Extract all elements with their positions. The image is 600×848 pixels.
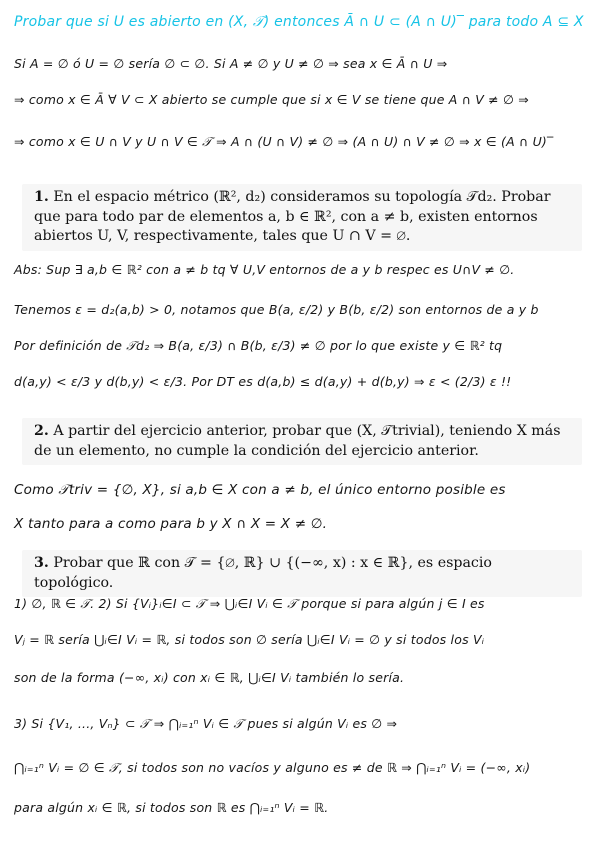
exercise-3-statement-box (22, 550, 582, 597)
exercise-1-proof-line-1: Abs: Sup ∃ a,b ∈ ℝ² con a ≠ b tq ∀ U,V entornos de a y b respec es U∩V ≠ ∅. (14, 262, 515, 277)
exercise-1-statement-box (22, 184, 582, 251)
exercise-1-proof-line-4: d(a,y) < ε/3 y d(b,y) < ε/3. Por DT es d(a,b) ≤ d(a,y) + d(b,y) ⇒ ε < (2/3) ε !! (14, 374, 512, 389)
intro-proof-line-1: Si A = ∅ ó U = ∅ sería ∅ ⊂ ∅. Si A ≠ ∅ y U ≠ ∅ ⇒ sea x ∈ Ā ∩ U ⇒ (14, 56, 448, 71)
exercise-3-proof-line-4: 3) Si {V₁, ..., Vₙ} ⊂ 𝒯 ⇒ ⋂ᵢ₌₁ⁿ Vᵢ ∈ 𝒯 pues si algún Vᵢ es ∅ ⇒ (14, 716, 398, 731)
exercise-2-statement: A partir del ejercicio anterior, probar que (X, 𝒯trivial), teniendo X más de un elemento, no cumple la condición del ejercicio anterior. (34, 423, 561, 459)
exercise-2-statement-box (22, 418, 582, 465)
intro-statement: Probar que si U es abierto en (X, 𝒯) entonces Ā ∩ U ⊂ (A ∩ U)‾ para todo A ⊆ X (14, 14, 584, 30)
exercise-1-proof-line-3: Por definición de 𝒯d₂ ⇒ B(a, ε/3) ∩ B(b, ε/3) ≠ ∅ por lo que existe y ∈ ℝ² tq (14, 338, 503, 353)
exercise-2-proof-line-1: Como 𝒯triv = {∅, X}, si a,b ∈ X con a ≠ b, el único entorno posible es (14, 482, 506, 498)
exercise-3-proof-line-3: son de la forma (−∞, xᵢ) con xᵢ ∈ ℝ, ⋃ᵢ∈I Vᵢ también lo sería. (14, 670, 405, 685)
exercise-1-proof-line-2: Tenemos ε = d₂(a,b) > 0, notamos que B(a, ε/2) y B(b, ε/2) son entornos de a y b (14, 302, 539, 317)
exercise-3-proof-line-2: Vⱼ = ℝ sería ⋃ᵢ∈I Vᵢ = ℝ, si todos son ∅ sería ⋃ᵢ∈I Vᵢ = ∅ y si todos los Vᵢ (14, 632, 485, 647)
exercise-1-statement: En el espacio métrico (ℝ², d₂) consideramos su topología 𝒯d₂. Probar que para todo par de elementos a, b ∈ ℝ², con a ≠ b, existen entornos abiertos U, V, respectivamente, tales que U ∩ V = ∅. (34, 189, 551, 244)
exercise-1-number: 1. (34, 189, 49, 205)
exercise-2-proof-line-2: X tanto para a como para b y X ∩ X = X ≠ ∅. (14, 516, 328, 532)
exercise-3-proof-line-6: para algún xᵢ ∈ ℝ, si todos son ℝ es ⋂ᵢ₌₁ⁿ Vᵢ = ℝ. (14, 800, 329, 815)
exercise-3-statement: Probar que ℝ con 𝒯 = {∅, ℝ} ∪ {(−∞, x) : x ∈ ℝ}, es espacio topológico. (34, 555, 492, 591)
exercise-2-number: 2. (34, 423, 49, 439)
exercise-3-proof-line-5: ⋂ᵢ₌₁ⁿ Vᵢ = ∅ ∈ 𝒯, si todos son no vacíos y alguno es ≠ de ℝ ⇒ ⋂ᵢ₌₁ⁿ Vᵢ = (−∞, xᵢ) (14, 760, 531, 775)
exercise-3-proof-line-1: 1) ∅, ℝ ∈ 𝒯. 2) Si {Vᵢ}ᵢ∈I ⊂ 𝒯 ⇒ ⋃ᵢ∈I Vᵢ ∈ 𝒯 porque si para algún j ∈ I es (14, 596, 485, 611)
intro-proof-line-2: ⇒ como x ∈ Ā ∀ V ⊂ X abierto se cumple que si x ∈ V se tiene que A ∩ V ≠ ∅ ⇒ (14, 92, 529, 107)
intro-proof-line-3: ⇒ como x ∈ U ∩ V y U ∩ V ∈ 𝒯 ⇒ A ∩ (U ∩ V) ≠ ∅ ⇒ (A ∩ U) ∩ V ≠ ∅ ⇒ x ∈ (A ∩ U)‾ (14, 134, 554, 149)
exercise-3-number: 3. (34, 555, 49, 571)
